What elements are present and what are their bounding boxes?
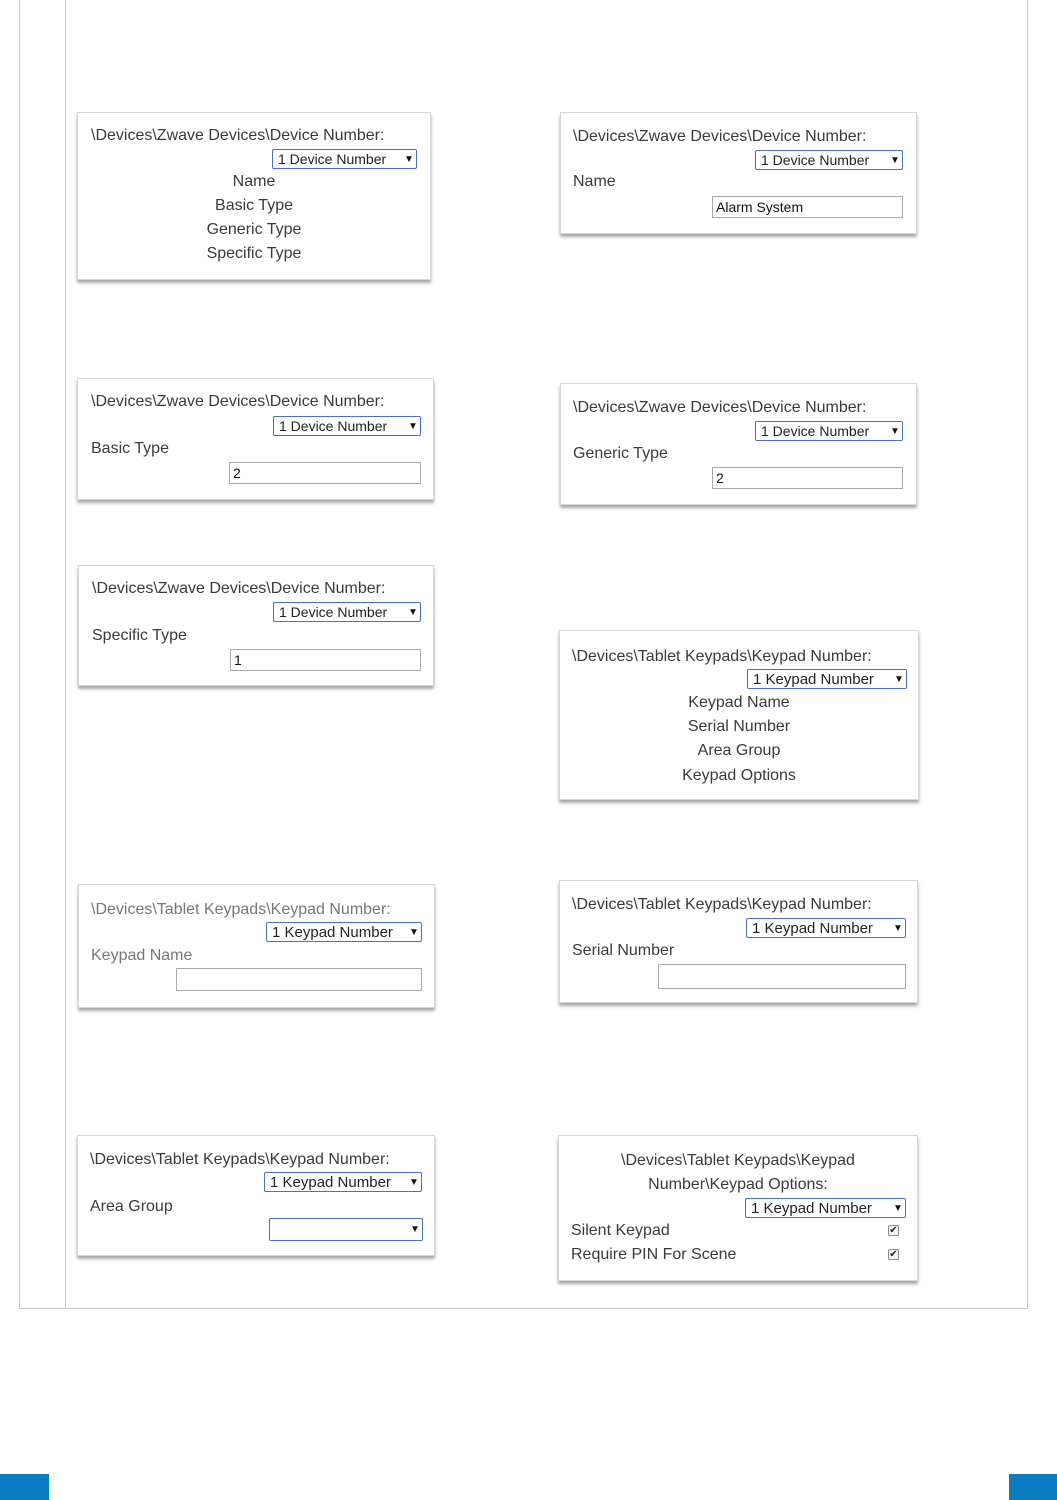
name-panel [560, 112, 917, 234]
panel-path: \Devices\Zwave Devices\Device Number: [91, 393, 385, 410]
basic-type-label: Basic Type [91, 440, 169, 457]
specific-type-input[interactable]: 1 [230, 649, 421, 671]
keypad-menu-panel [559, 630, 919, 800]
device-number-select[interactable] [272, 149, 417, 169]
frame-divider [65, 0, 66, 1309]
footer-bar-left [0, 1474, 49, 1500]
menu-item-keypad-options[interactable]: Keypad Options [682, 767, 796, 784]
menu-item-basic-type[interactable]: Basic Type [215, 197, 293, 214]
serial-number-input[interactable] [658, 964, 906, 989]
select-value: 1 Device Number [279, 604, 388, 620]
panel-path: \Devices\Zwave Devices\Device Number: [573, 399, 867, 416]
require-pin-checkbox[interactable]: ✔ [889, 1249, 898, 1260]
area-group-select[interactable] [269, 1218, 423, 1241]
panel-path: \Devices\Zwave Devices\Device Number: [573, 128, 867, 145]
chevron-down-icon: ▼ [410, 1224, 420, 1235]
keypad-number-select[interactable] [745, 1198, 906, 1218]
basic-type-panel [77, 378, 434, 500]
keypad-name-input[interactable] [176, 968, 422, 991]
menu-item-keypad-name[interactable]: Keypad Name [688, 694, 790, 711]
name-input[interactable]: Alarm System [712, 196, 903, 218]
panel-path: \Devices\Tablet Keypads\Keypad Number: [90, 1151, 390, 1168]
require-pin-label: Require PIN For Scene [571, 1246, 737, 1263]
device-number-select[interactable] [755, 150, 903, 170]
chevron-down-icon: ▼ [404, 153, 414, 165]
keypad-options-panel [558, 1135, 918, 1281]
select-value: 1 Keypad Number [270, 1173, 391, 1191]
silent-keypad-label: Silent Keypad [571, 1222, 670, 1239]
device-number-select[interactable] [755, 421, 903, 441]
menu-item-area-group[interactable]: Area Group [697, 742, 781, 759]
select-value: 1 Device Number [279, 418, 388, 434]
panel-path-line2: Number\Keypad Options: [648, 1176, 828, 1193]
footer-bar-right [1009, 1474, 1057, 1500]
chevron-down-icon: ▼ [893, 922, 903, 934]
keypad-number-select[interactable] [264, 1172, 422, 1192]
device-number-select[interactable] [273, 416, 421, 436]
specific-type-panel [78, 565, 434, 686]
chevron-down-icon: ▼ [408, 420, 418, 432]
silent-keypad-checkbox[interactable]: ✔ [889, 1225, 898, 1236]
panel-path: \Devices\Zwave Devices\Device Number: [91, 127, 385, 144]
select-value: 1 Keypad Number [752, 919, 873, 937]
chevron-down-icon: ▼ [893, 1202, 903, 1214]
menu-item-serial-number[interactable]: Serial Number [687, 718, 791, 735]
panel-path: \Devices\Tablet Keypads\Keypad Number: [91, 901, 391, 918]
area-group-label: Area Group [90, 1198, 173, 1215]
menu-item-name[interactable]: Name [232, 173, 276, 190]
generic-type-input[interactable]: 2 [712, 467, 903, 489]
menu-item-specific-type[interactable]: Specific Type [206, 245, 302, 262]
panel-path: \Devices\Zwave Devices\Device Number: [92, 580, 386, 597]
device-number-select[interactable] [273, 602, 421, 622]
keypad-name-panel [78, 884, 435, 1008]
area-group-panel [77, 1135, 435, 1256]
basic-type-input[interactable]: 2 [229, 462, 421, 484]
keypad-number-select[interactable] [266, 922, 422, 942]
select-value: 1 Keypad Number [753, 670, 874, 688]
serial-number-label: Serial Number [572, 942, 675, 959]
device-menu-panel [77, 112, 431, 280]
select-value: 1 Keypad Number [272, 923, 393, 941]
name-label: Name [573, 173, 616, 190]
keypad-name-label: Keypad Name [91, 947, 193, 964]
menu-item-generic-type[interactable]: Generic Type [206, 221, 302, 238]
panel-path: \Devices\Tablet Keypads\Keypad Number: [572, 896, 872, 913]
panel-path: \Devices\Tablet Keypads\Keypad Number: [572, 648, 872, 665]
select-value: 1 Device Number [761, 152, 870, 168]
select-value: 1 Device Number [278, 151, 387, 167]
select-value: 1 Keypad Number [751, 1199, 872, 1217]
generic-type-panel [560, 383, 917, 505]
keypad-number-select[interactable] [747, 669, 907, 689]
chevron-down-icon: ▼ [409, 1176, 419, 1188]
chevron-down-icon: ▼ [890, 154, 900, 166]
chevron-down-icon: ▼ [890, 425, 900, 437]
generic-type-label: Generic Type [573, 445, 668, 462]
chevron-down-icon: ▼ [409, 926, 419, 938]
serial-number-panel [559, 880, 918, 1003]
keypad-number-select[interactable] [746, 918, 906, 938]
select-value: 1 Device Number [761, 423, 870, 439]
chevron-down-icon: ▼ [894, 673, 904, 685]
panel-path-line1: \Devices\Tablet Keypads\Keypad [621, 1152, 855, 1169]
specific-type-label: Specific Type [92, 627, 187, 644]
chevron-down-icon: ▼ [408, 606, 418, 618]
